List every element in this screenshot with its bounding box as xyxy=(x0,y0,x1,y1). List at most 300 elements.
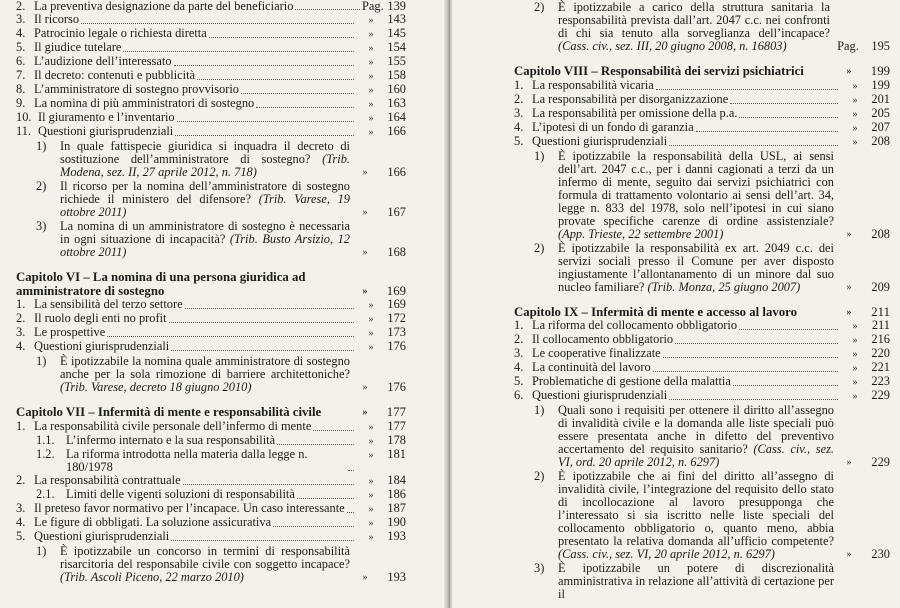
case-question: È ipotizzabile la responsabilità ex art. 2049 c.c. dei servizi sociali presso il Comune per aver disposto ingiustamente l’allontanamento di un minore dal suo nucleo familiare? xyxy=(558,240,834,294)
case-question: È ipotizzabile che ai fini del diritto all’assegno di invalidità civile, l’integrazione del requisito dello stato di incollocazione al lavoro presupponga che l’interessato si sia iscritto nelle liste speciali del collocamento obbligatorio o, quanto meno, abbia presentato la relativa domanda all’ufficio competente? xyxy=(558,469,834,548)
entry-page: 187 xyxy=(387,500,406,515)
dot-leader xyxy=(739,329,838,330)
case-page: 229 xyxy=(871,455,890,469)
entry-page: 190 xyxy=(387,514,406,529)
entry-sep: » xyxy=(852,94,858,106)
case-sep: » xyxy=(362,167,368,178)
toc-entry[interactable] xyxy=(514,93,890,107)
entry-sep: » xyxy=(852,136,858,148)
chapter-9-items xyxy=(514,319,890,403)
entry-number: 2. xyxy=(16,311,26,325)
case-page-cell xyxy=(834,150,890,241)
entry-number: 5. xyxy=(514,133,524,148)
case-entry[interactable] xyxy=(534,562,890,601)
entry-number: 2. xyxy=(16,0,26,13)
case-number: 1) xyxy=(534,148,545,163)
dot-leader xyxy=(295,9,360,10)
entry-number: 3. xyxy=(16,325,26,339)
dot-leader xyxy=(183,484,354,485)
entry-page: 186 xyxy=(387,486,406,501)
entry-page: 163 xyxy=(387,96,406,110)
case-number: 1) xyxy=(36,354,47,368)
case-entry[interactable] xyxy=(36,140,406,179)
entry-number: 1.2. xyxy=(36,446,55,461)
chapter-7-page: 177 xyxy=(386,405,406,419)
case-sep: » xyxy=(846,549,852,560)
entry-sep: » xyxy=(368,517,374,529)
entry-number: 3. xyxy=(514,105,524,120)
case-question: È ipotizzabile a carico della struttura sanitaria la responsabilità prevista dall’art. 2047 c.c. nei confronti di chi sia tenuto alla sorveglianza dell’incapace? xyxy=(558,0,830,40)
entry-label: Questioni giurisprudenziali xyxy=(532,388,668,402)
case-text xyxy=(558,404,834,469)
toc-entry[interactable] xyxy=(16,13,406,27)
dot-leader xyxy=(669,145,838,146)
toc-entry[interactable] xyxy=(16,448,406,474)
case-page: 168 xyxy=(387,245,406,259)
toc-entry[interactable] xyxy=(16,312,406,326)
entry-sep: » xyxy=(368,342,374,353)
toc-entry[interactable] xyxy=(16,298,406,312)
case-page-cell xyxy=(350,220,406,259)
left-toc xyxy=(0,0,446,584)
entry-sep: » xyxy=(368,57,374,68)
entry-number: 6. xyxy=(514,388,524,402)
case-question: È ipotizzabile un concorso in termini di responsabilità risarcitoria del responsabile civile con soggetto incapace? xyxy=(60,543,350,571)
entry-page: 207 xyxy=(871,119,890,134)
entry-label: L’audizione dell’interessato xyxy=(34,54,172,68)
entry-sep: » xyxy=(852,108,858,120)
dot-leader xyxy=(730,103,838,104)
case-page: 195 xyxy=(871,39,890,53)
case-question: È ipotizzabile la nomina quale amministratore di sostegno anche per la sola rimozione di barriere architettoniche? xyxy=(60,354,350,381)
entry-label: Il ricorso xyxy=(34,12,80,26)
entry-page: 160 xyxy=(387,82,406,96)
entry-number: 1. xyxy=(16,418,26,433)
toc-entry[interactable] xyxy=(514,79,890,93)
toc-entry[interactable] xyxy=(16,41,406,55)
chapter-7-heading xyxy=(16,406,406,420)
dot-leader xyxy=(175,135,354,136)
toc-entry[interactable] xyxy=(16,474,406,488)
case-question: È ipotizzabile la responsabilità della USL, ai sensi dell’art. 2047 c.c., per i danni cagionati a terzi da un infermo di mente, seguito dai servizi psichiatrici con formula di trattamento volontario ai sensi dell’art. 34, legge n. 833 del 1978, solo nell’ipotesi in cui siano provate specifiche carenze di ordine assistenziale? xyxy=(558,148,834,228)
entry-sep: » xyxy=(368,43,374,54)
case-page-cell xyxy=(830,1,890,53)
case-text xyxy=(558,242,834,294)
toc-entry[interactable] xyxy=(514,121,890,135)
entry-label: Limiti delle vigenti soluzioni di responsabilità xyxy=(66,486,295,501)
toc-entry[interactable] xyxy=(514,135,890,149)
chapter-8 xyxy=(514,65,890,294)
entry-number: 2.1. xyxy=(36,486,55,501)
toc-entry[interactable] xyxy=(514,319,890,333)
dot-leader xyxy=(733,385,838,386)
entry-label: Patrocinio legale o richiesta diretta xyxy=(34,26,207,40)
dot-leader xyxy=(669,399,838,400)
toc-entry[interactable] xyxy=(16,83,406,97)
case-page-cell xyxy=(834,562,890,601)
toc-entry[interactable] xyxy=(16,488,406,502)
entry-sep: » xyxy=(368,99,374,110)
entry-number: 6. xyxy=(16,54,26,68)
case-question: La nomina di un amministratore di sostegno è necessaria in ogni situazione di incapacità? xyxy=(60,219,350,246)
case-page: 166 xyxy=(387,165,406,179)
dot-leader xyxy=(256,107,354,108)
entry-number: 5. xyxy=(16,528,26,543)
entry-number: 2. xyxy=(514,332,524,346)
case-page-cell xyxy=(834,404,890,469)
entry-sep: » xyxy=(368,314,374,325)
chapter-6-heading xyxy=(16,271,406,298)
entry-page: 158 xyxy=(387,68,406,82)
dot-leader xyxy=(696,131,838,132)
chapter-6-items xyxy=(16,298,406,354)
chapter-8-items xyxy=(514,79,890,149)
case-text xyxy=(60,180,350,219)
case-entry[interactable] xyxy=(534,1,890,53)
case-text xyxy=(558,470,834,561)
chapter-7-title: Capitolo VII – Infermità di mente e responsabilità civile xyxy=(16,405,322,419)
entry-sep: » xyxy=(368,531,374,543)
entry-sep: » xyxy=(368,503,374,515)
page-abbrev: Pag. xyxy=(837,39,859,53)
case-entry[interactable] xyxy=(534,242,890,294)
case-sep: » xyxy=(362,571,368,583)
chapter-8-sep: » xyxy=(846,66,852,77)
toc-entry[interactable] xyxy=(16,97,406,111)
toc-entry[interactable] xyxy=(16,340,406,354)
case-number: 2) xyxy=(36,179,47,193)
dot-leader xyxy=(313,430,354,431)
entry-page: 139 xyxy=(387,0,406,13)
case-entry[interactable] xyxy=(534,404,890,469)
entry-page: 164 xyxy=(387,110,406,124)
entry-label: La continuità del lavoro xyxy=(532,360,651,374)
right-page xyxy=(452,0,900,608)
chapter-6-sep: » xyxy=(362,285,368,297)
entry-sep: » xyxy=(852,349,858,360)
entry-sep: » xyxy=(852,377,858,388)
dot-leader xyxy=(297,498,354,499)
case-sep: » xyxy=(846,281,852,293)
entry-page: 176 xyxy=(387,339,406,353)
entry-label: Le cooperative finalizzate xyxy=(532,346,661,360)
entry-label: La sensibilità del terzo settore xyxy=(34,297,183,311)
toc-entry[interactable] xyxy=(16,420,406,434)
entry-sep: » xyxy=(368,435,374,447)
chapter-8-cases xyxy=(514,150,890,294)
case-text xyxy=(558,1,830,53)
case-citation: (Trib. Busto Arsizio, 12 ottobre 2011) xyxy=(60,232,350,259)
case-text xyxy=(60,220,350,259)
dot-leader xyxy=(348,470,354,471)
entry-label: La responsabilità contrattuale xyxy=(34,472,181,487)
dot-leader xyxy=(675,343,838,344)
case-question: È ipotizzabile un potere di discrezionalità amministrativa in relazione all’attività di certazione per il xyxy=(558,561,834,601)
entry-sep: » xyxy=(368,29,374,40)
entry-page: 201 xyxy=(871,91,890,106)
entry-sep: » xyxy=(368,71,374,82)
case-citation: (Trib. Ascoli Piceno, 22 marzo 2010) xyxy=(60,569,244,584)
case-question: Il ricorso per la nomina dell’amministratore di sostegno richiede il ministero del difensore? xyxy=(60,179,350,206)
entry-number: 1.1. xyxy=(36,432,55,447)
entry-sep: » xyxy=(852,321,858,332)
entry-number: 10. xyxy=(16,110,32,124)
case-citation: (Trib. Varese, decreto 18 giugno 2010) xyxy=(60,380,252,394)
entry-page: 154 xyxy=(387,40,406,54)
case-entry[interactable] xyxy=(36,180,406,219)
dot-leader xyxy=(347,512,354,513)
left-top-cases xyxy=(16,140,406,259)
dot-leader xyxy=(107,336,354,337)
toc-entry[interactable] xyxy=(16,530,406,544)
entry-number: 4. xyxy=(16,339,26,353)
entry-label: La nomina di più amministratori di sostegno xyxy=(34,96,255,110)
case-text xyxy=(558,150,834,241)
case-entry[interactable] xyxy=(36,355,406,394)
entry-sep: » xyxy=(368,15,374,26)
entry-page: 208 xyxy=(871,133,890,148)
entry-number: 1. xyxy=(16,297,26,311)
entry-sep: » xyxy=(368,421,374,433)
entry-number: 5. xyxy=(514,374,524,388)
chapter-8-heading xyxy=(514,65,890,79)
entry-page: 229 xyxy=(871,388,890,402)
entry-page: 184 xyxy=(387,472,406,487)
case-page: 193 xyxy=(387,569,406,584)
chapter-9-page: 211 xyxy=(871,304,890,319)
entry-sep: » xyxy=(368,127,374,138)
entry-label: Le figure di obbligati. La soluzione assicurativa xyxy=(34,514,272,529)
toc-entry[interactable] xyxy=(514,389,890,403)
chapter-7-cases xyxy=(16,545,406,584)
entry-number: 1. xyxy=(514,318,524,332)
case-citation: (Trib. Modena, sez. II, 27 aprile 2012, n. 718) xyxy=(60,152,350,179)
dot-leader xyxy=(123,51,354,52)
toc-entry[interactable] xyxy=(514,347,890,361)
case-page-cell xyxy=(350,355,406,394)
case-number: 2) xyxy=(534,240,545,255)
dot-leader xyxy=(171,350,354,351)
entry-number: 2. xyxy=(16,472,26,487)
entry-sep: » xyxy=(852,391,858,402)
left-page xyxy=(0,0,446,608)
case-page: 230 xyxy=(871,547,890,561)
entry-page: 155 xyxy=(387,54,406,68)
entry-sep: » xyxy=(368,328,374,339)
case-page: 167 xyxy=(387,205,406,219)
case-text xyxy=(60,355,350,394)
entry-label: La responsabilità civile personale dell’infermo di mente xyxy=(34,418,312,433)
dot-leader xyxy=(653,371,838,372)
chapter-7-sep: » xyxy=(362,407,368,418)
entry-label: La riforma introdotta nella materia dalla legge n. 180/1978 xyxy=(66,446,308,474)
entry-number: 7. xyxy=(16,68,26,82)
toc-entry[interactable] xyxy=(16,55,406,69)
entry-number: 8. xyxy=(16,82,26,96)
entry-page: 216 xyxy=(871,332,890,346)
chapter-7 xyxy=(16,406,406,584)
case-page: 208 xyxy=(871,226,890,241)
entry-label: Il decreto: contenuti e pubblicità xyxy=(34,68,196,82)
entry-page: 199 xyxy=(871,77,890,92)
case-sep: » xyxy=(362,247,368,258)
entry-page: 223 xyxy=(871,374,890,388)
entry-number: 4. xyxy=(514,119,524,134)
case-entry[interactable] xyxy=(534,150,890,241)
case-sep: » xyxy=(846,228,852,240)
case-number: 1) xyxy=(36,543,47,558)
case-page: 209 xyxy=(871,279,890,294)
entry-label: La preventiva designazione da parte del beneficiario xyxy=(34,0,294,13)
entry-label: Il collocamento obbligatorio xyxy=(532,332,674,346)
dot-leader xyxy=(273,526,354,527)
entry-page: 172 xyxy=(387,311,406,325)
case-citation: (App. Trieste, 22 settembre 2001) xyxy=(558,226,724,241)
entry-sep: » xyxy=(368,85,374,96)
left-top-items xyxy=(16,0,406,139)
chapter-9-cases xyxy=(514,404,890,601)
chapter-8-page: 199 xyxy=(870,64,890,78)
toc-entry[interactable] xyxy=(514,361,890,375)
case-entry[interactable] xyxy=(36,545,406,584)
dot-leader xyxy=(81,23,354,24)
case-number: 3) xyxy=(36,219,47,233)
toc-entry[interactable] xyxy=(16,69,406,83)
case-citation: (Trib. Varese, 19 ottobre 2011) xyxy=(60,192,350,219)
case-question: In quale fattispecie giuridica si inquadra il decreto di sostituzione dell’amministratore di sostegno? xyxy=(60,139,350,166)
case-page: 176 xyxy=(387,380,406,394)
entry-page: 211 xyxy=(871,318,890,332)
case-text xyxy=(60,545,350,584)
chapter-6-cases xyxy=(16,355,406,394)
toc-entry[interactable] xyxy=(514,333,890,347)
toc-entry[interactable] xyxy=(16,111,406,125)
case-citation: (Trib. Monza, 25 giugno 2007) xyxy=(647,279,801,294)
case-sep: » xyxy=(846,457,852,468)
toc-entry[interactable] xyxy=(16,516,406,530)
entry-label: La responsabilità vicaria xyxy=(532,77,654,92)
chapter-9 xyxy=(514,306,890,602)
entry-number: 4. xyxy=(16,514,26,529)
dot-leader xyxy=(169,322,355,323)
entry-number: 3. xyxy=(16,12,26,26)
entry-sep: » xyxy=(852,80,858,92)
entry-label: La responsabilità per disorganizzazione xyxy=(532,91,729,106)
case-number: 2) xyxy=(534,0,545,14)
entry-page: 221 xyxy=(871,360,890,374)
entry-page: 145 xyxy=(387,26,406,40)
entry-page: 177 xyxy=(387,418,406,433)
dot-leader xyxy=(241,93,354,94)
entry-label: Il giudice tutelare xyxy=(34,40,122,54)
entry-sep: » xyxy=(852,335,858,346)
case-page-cell xyxy=(350,545,406,584)
case-number: 1) xyxy=(534,403,545,417)
entry-number: 3. xyxy=(16,500,26,515)
entry-label: Il giuramento e l’inventario xyxy=(38,110,175,124)
entry-number: 4. xyxy=(514,360,524,374)
entry-sep: » xyxy=(368,489,374,501)
entry-number: 9. xyxy=(16,96,26,110)
entry-page: 181 xyxy=(387,446,406,461)
toc-entry[interactable] xyxy=(16,434,406,448)
entry-number: 2. xyxy=(514,91,524,106)
entry-label: La responsabilità per omissione della p.a. xyxy=(532,105,738,120)
case-number: 1) xyxy=(36,139,47,153)
dot-leader xyxy=(185,308,354,309)
case-text xyxy=(558,562,834,601)
chapter-8-title: Capitolo VIII – Responsabilità dei servizi psichiatrici xyxy=(514,64,804,78)
entry-page: 166 xyxy=(387,124,406,138)
entry-label: Questioni giurisprudenziali xyxy=(532,133,668,148)
entry-page: 169 xyxy=(387,297,406,311)
entry-sep: » xyxy=(368,449,374,461)
entry-label: Il preteso favor normativo per l’incapace. Un caso interessante xyxy=(34,500,345,515)
entry-number: 3. xyxy=(514,346,524,360)
dot-leader xyxy=(171,540,354,541)
entry-label: L’amministratore di sostegno provvisorio xyxy=(34,82,239,96)
toc-entry[interactable] xyxy=(16,502,406,516)
toc-entry[interactable] xyxy=(16,27,406,41)
case-citation: (Cass. civ., sez. VI, ord. 20 aprile 2012, n. 6297) xyxy=(558,442,834,469)
dot-leader xyxy=(663,357,838,358)
case-page-cell xyxy=(834,242,890,294)
chapter-6-page: 169 xyxy=(386,283,406,298)
dot-leader xyxy=(656,89,838,90)
chapter-6-title: Capitolo VI – La nomina di una persona giuridica ad amministratore di sostegno xyxy=(16,270,306,298)
chapter-9-sep: » xyxy=(846,306,852,318)
entry-page: 205 xyxy=(871,105,890,120)
entry-label: Questioni giurisprudenziali xyxy=(38,124,174,138)
chapter-9-title: Capitolo IX – Infermità di mente e accesso al lavoro xyxy=(514,304,798,319)
dot-leader xyxy=(174,65,354,66)
case-entry[interactable] xyxy=(534,470,890,561)
entry-sep: » xyxy=(852,363,858,374)
case-page-cell xyxy=(834,470,890,561)
entry-sep: » xyxy=(852,122,858,134)
entry-number: 4. xyxy=(16,26,26,40)
entry-page: 173 xyxy=(387,325,406,339)
case-citation: (Cass. civ., sez. VI, 20 aprile 2012, n. 6297) xyxy=(558,547,775,561)
entry-sep: » xyxy=(368,113,374,124)
case-page-cell xyxy=(350,140,406,179)
entry-number: 1. xyxy=(514,77,524,92)
toc-entry[interactable] xyxy=(16,125,406,139)
entry-number: 5. xyxy=(16,40,26,54)
case-sep: » xyxy=(362,382,368,393)
chapter-7-items xyxy=(16,420,406,544)
case-number: 2) xyxy=(534,469,545,483)
entry-sep: » xyxy=(368,300,374,311)
entry-page: 143 xyxy=(387,12,406,26)
entry-page: 220 xyxy=(871,346,890,360)
case-citation: (Cass. civ., sez. III, 20 giugno 2008, n. 16803) xyxy=(558,39,787,53)
entry-label: Questioni giurisprudenziali xyxy=(34,339,170,353)
entry-label: Questioni giurisprudenziali xyxy=(34,528,170,543)
case-question: Quali sono i requisiti per ottenere il diritto all’assegno di invalidità civile e la domanda alle liste speciali può essere presentata anche in difetto del preventivo accertamento del requisito sanitario? xyxy=(558,403,834,456)
right-toc xyxy=(452,0,900,601)
toc-entry[interactable] xyxy=(16,326,406,340)
case-sep: » xyxy=(362,207,368,218)
chapter-6 xyxy=(16,271,406,394)
entry-page: 178 xyxy=(387,432,406,447)
toc-entry[interactable] xyxy=(514,375,890,389)
dot-leader xyxy=(277,444,354,445)
case-entry[interactable] xyxy=(36,220,406,259)
case-text xyxy=(60,140,350,179)
dot-leader xyxy=(209,37,354,38)
toc-entry[interactable] xyxy=(514,107,890,121)
